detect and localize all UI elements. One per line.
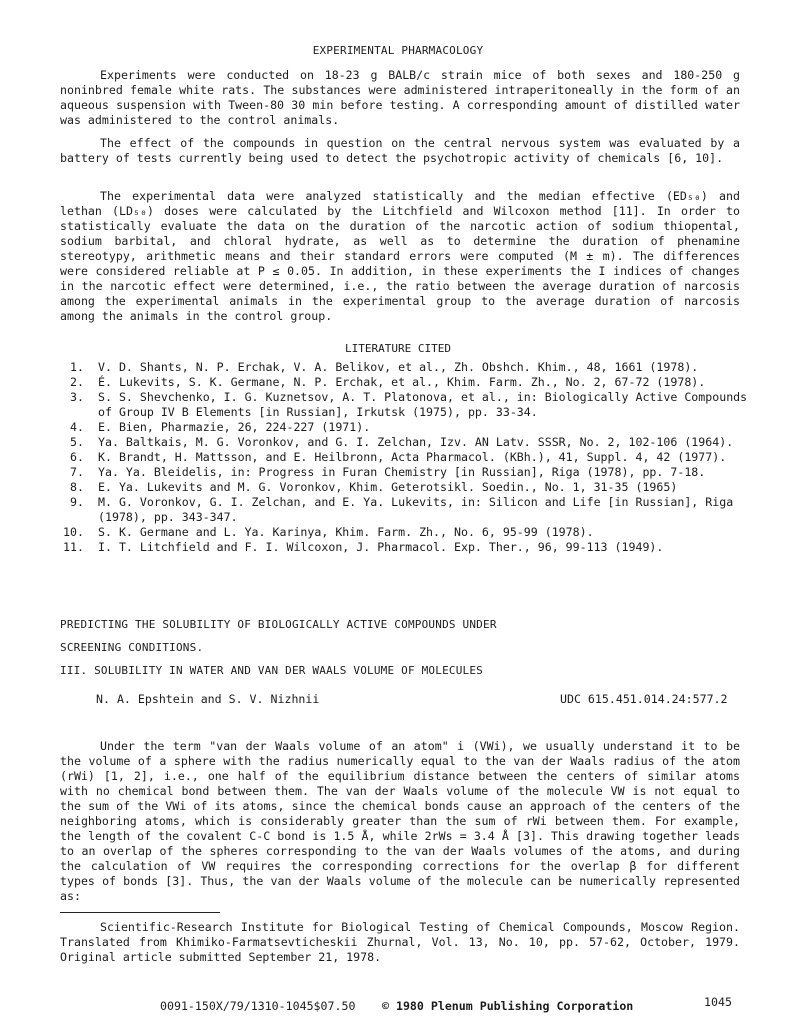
literature-heading: LITERATURE CITED: [345, 342, 451, 355]
udc-code: UDC 615.451.014.24:577.2: [560, 692, 728, 706]
reference-number: 7.: [70, 465, 84, 479]
reference-text: É. Lukevits, S. K. Germane, N. P. Erchak, et al., Khim. Farm. Zh., No. 2, 67-72 (1978).: [98, 375, 706, 389]
reference-number: 1.: [70, 360, 84, 374]
reference-text: S. K. Germane and L. Ya. Karinya, Khim. Farm. Zh., No. 6, 95-99 (1978).: [98, 525, 594, 539]
reference-number: 2.: [70, 375, 84, 389]
reference-text: S. S. Shevchenko, I. G. Kuznetsov, A. T. Platonova, et al., in: Biologically Active Compounds of Group IV B Elements [in Russian], Irkutsk (1975), pp. 33-34.: [98, 390, 748, 419]
reference-text: K. Brandt, H. Mattsson, and E. Heilbronn, Acta Pharmacol. (KBh.), 41, Suppl. 4, 42 (1977).: [98, 450, 727, 464]
reference-number: 5.: [70, 435, 84, 449]
paragraph-cns-tests: The effect of the compounds in question on the central nervous system was evaluated by a battery of tests currently being used to detect the psychotropic activity of chemicals [6, 10].: [60, 136, 740, 165]
reference-item: [60, 450, 750, 465]
reference-number: 11.: [63, 540, 84, 554]
reference-text: E. Ya. Lukevits and M. G. Voronkov, Khim. Geterotsikl. Soedin., No. 1, 31-35 (1965): [98, 480, 678, 494]
reference-item: [60, 360, 750, 375]
reference-item: [60, 420, 750, 435]
footnote-divider: [60, 912, 220, 913]
article-title-line-2: SCREENING CONDITIONS.: [60, 641, 204, 654]
article-authors: N. A. Epshtein and S. V. Nizhnii: [96, 692, 320, 706]
paragraph-methods: Experiments were conducted on 18-23 g BALB/c strain mice of both sexes and 180-250 g noninbred female white rats. The substances were administered intraperitoneally in the form of an aqueous suspension with Tween-80 30 min before testing. A corresponding amount of distilled water was administered to the control animals.: [60, 68, 740, 127]
reference-list: [60, 360, 750, 555]
reference-number: 4.: [70, 420, 84, 434]
reference-item: [60, 435, 750, 450]
article-title-line-1: PREDICTING THE SOLUBILITY OF BIOLOGICALLY ACTIVE COMPOUNDS UNDER: [60, 618, 497, 631]
reference-text: M. G. Voronkov, G. I. Zelchan, and E. Ya. Lukevits, in: Silicon and Life [in Russian], Riga (1978), pp. 343-347.: [98, 495, 734, 524]
paragraph-van-der-waals: Under the term "van der Waals volume of an atom" i (VWi), we usually understand it to be the volume of a sphere with the radius numerically equal to the van der Waals radius of the atom (rWi) [1, 2], i.e., one half of the equilibrium distance between the centers of similar atoms with no chemical bond between them. The van der Waals volume of the molecule VW is not equal to the sum of the VWi of its atoms, since the chemical bonds cause an approach of the centers of the neighboring atoms, which is considerably greater than the sum of rWi between them. For example, the length of the covalent C-C bond is 1.5 Å, while 2rWs = 3.4 Å [3]. This drawing together leads to an overlap of the spheres corresponding to the van der Waals volumes of the atoms, and during the calculation of VW requires the corresponding corrections for the overlap β for different types of bonds [3]. Thus, the van der Waals volume of the molecule can be numerically represented as:: [60, 739, 740, 903]
reference-number: 6.: [70, 450, 84, 464]
reference-text: V. D. Shants, N. P. Erchak, V. A. Belikov, et al., Zh. Obshch. Khim., 48, 1661 (1978).: [98, 360, 699, 374]
running-head: EXPERIMENTAL PHARMACOLOGY: [312, 44, 484, 57]
reference-item: [60, 540, 750, 555]
reference-item: [60, 465, 750, 480]
reference-text: I. T. Litchfield and F. I. Wilcoxon, J. Pharmacol. Exp. Ther., 96, 99-113 (1949).: [98, 540, 664, 554]
reference-number: 9.: [70, 495, 84, 509]
reference-text: E. Bien, Pharmazie, 26, 224-227 (1971).: [98, 420, 371, 434]
reference-item: [60, 525, 750, 540]
reference-text: Ya. Baltkais, M. G. Voronkov, and G. I. Zelchan, Izv. AN Latv. SSSR, No. 2, 102-106 (1964).: [98, 435, 734, 449]
reference-number: 10.: [63, 525, 84, 539]
reference-item: [60, 375, 750, 390]
reference-item: [60, 480, 750, 495]
page-number: 1045: [704, 995, 732, 1009]
reference-item: [60, 495, 750, 525]
affiliation-footnote: Scientific-Research Institute for Biological Testing of Chemical Compounds, Moscow Region. Translated from Khimiko-Farmatsevticheskii Zhurnal, Vol. 13, No. 10, pp. 57-62, October, 1979. Original article submitted September 21, 1978.: [60, 920, 740, 964]
reference-text: Ya. Ya. Bleidelis, in: Progress in Furan Chemistry [in Russian], Riga (1978), pp. 7-18.: [98, 465, 706, 479]
reference-number: 3.: [70, 390, 84, 404]
article-title-line-3: III. SOLUBILITY IN WATER AND VAN DER WAALS VOLUME OF MOLECULES: [60, 664, 483, 677]
reference-item: [60, 390, 750, 420]
copyright-notice: © 1980 Plenum Publishing Corporation: [382, 999, 634, 1013]
publication-code: 0091-150X/79/1310-1045$07.50: [160, 999, 356, 1013]
reference-number: 8.: [70, 480, 84, 494]
paragraph-statistics: The experimental data were analyzed statistically and the median effective (ED₅₀) and lethan (LD₅₀) doses were calculated by the Litchfield and Wilcoxon method [11]. In order to statistically evaluate the data on the duration of the narcotic action of sodium thiopental, sodium barbital, and chloral hydrate, as well as to determine the duration of phenamine stereotypy, arithmetic means and their standard errors were computed (M ± m). The differences were considered reliable at P ≤ 0.05. In addition, in these experiments the I indices of changes in the narcotic effect were determined, i.e., the ratio between the average duration of narcosis among the experimental animals in the experimental group to the average duration of narcosis among the animals in the control group.: [60, 189, 740, 323]
